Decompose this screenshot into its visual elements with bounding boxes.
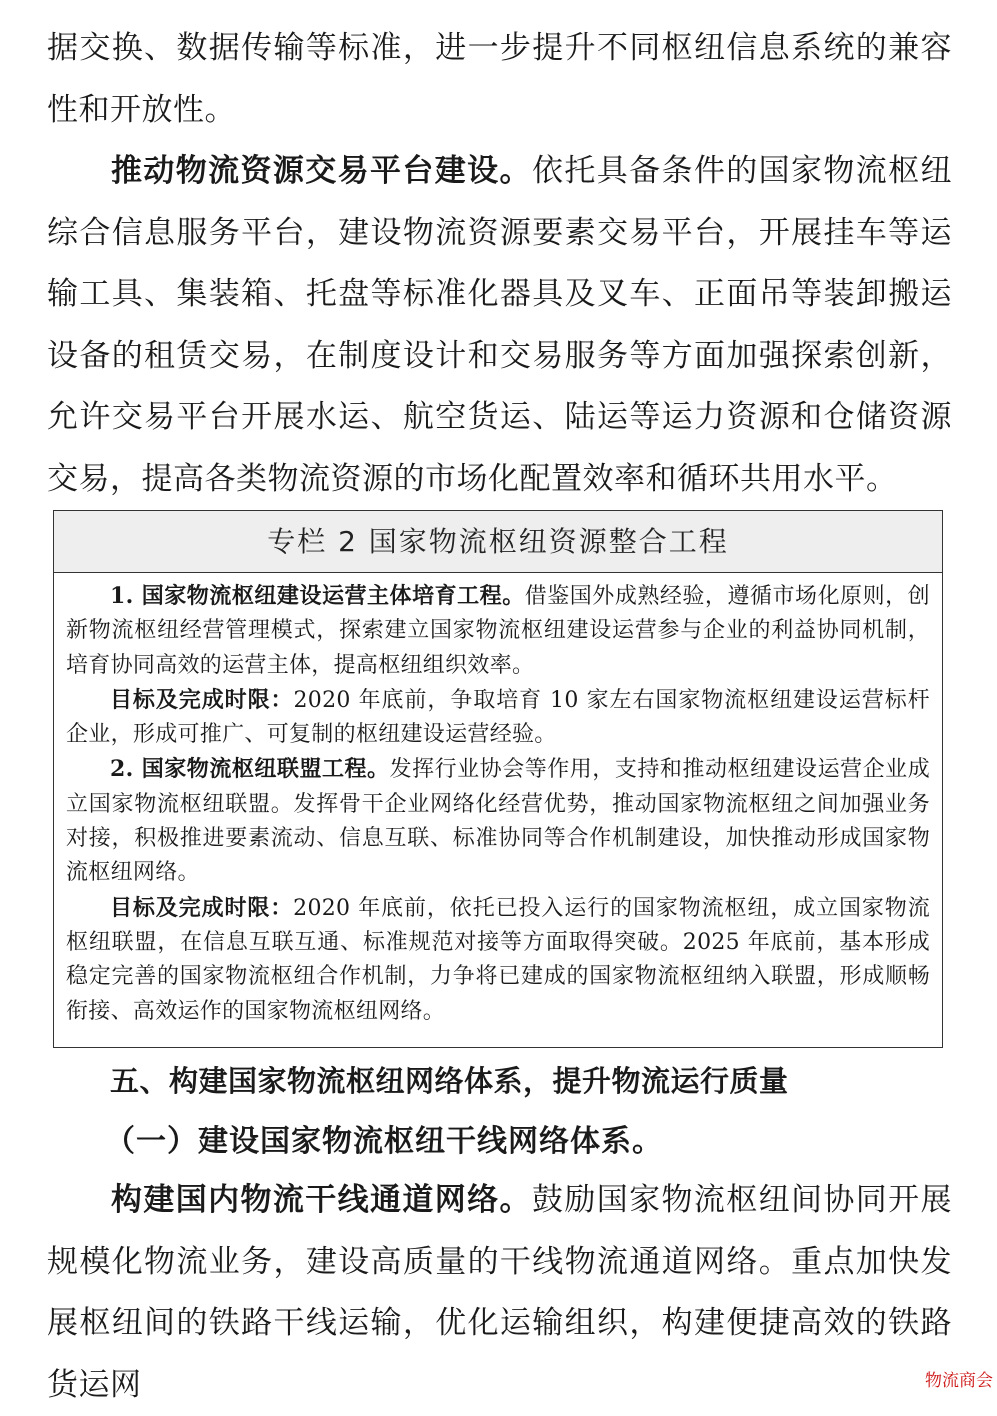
column-item [66,579,930,683]
column-item-lead: 目标及完成时限： [110,894,294,921]
paragraph-continued: 据交换、数据传输等标准，进一步提升不同枢纽信息系统的兼容性和开放性。 [47,30,952,128]
paragraph-lead: 构建国内物流干线通道网络。 [111,1182,532,1218]
paragraph-lead: 推动物流资源交易平台建设。 [111,153,532,189]
section-heading: 五、构建国家物流枢纽网络体系，提升物流运行质量 [110,1064,789,1098]
column-item-lead: 2. 国家物流枢纽联盟工程。 [110,756,390,783]
column-item-text: 2020 年底前，争取培育 10 家左右国家物流枢纽建设运营标杆企业，形成可推广、可复制的枢纽建设运营经验。 [66,687,930,748]
column-box-body [54,573,942,1029]
column-item-lead: 目标及完成时限： [110,686,294,713]
column-item-lead: 1. 国家物流枢纽建设运营主体培育工程。 [110,583,525,609]
column-item [66,752,930,890]
column-item [66,683,930,753]
paragraph-body: 依托具备条件的国家物流枢纽综合信息服务平台，建设物流资源要素交易平台，开展挂车等运输工具、集装箱、托盘等标准化器具及叉车、正面吊等装卸搬运设备的租赁交易，在制度设计和交易服务等方面加强探索创新，允许交易平台开展水运、航空货运、陆运等运力资源和仓储资源交易，提高各类物流资源的市场化配置效率和循环共用水平。 [47,153,953,497]
subsection-heading: （一）建设国家物流枢纽干线网络体系。 [105,1124,663,1159]
column-box [53,510,943,1048]
column-item-text: 发挥行业协会等作用，支持和推动枢纽建设运营企业成立国家物流枢纽联盟。发挥骨干企业网络化经营优势，推动国家物流枢纽之间加强业务对接，积极推进要素流动、信息互联、标准协同等合作机制建设，加快推动形成国家物流枢纽网络。 [66,757,931,886]
watermark-logo: 物流商会 [925,1371,993,1391]
paragraph-trading-platform [47,141,952,510]
paragraph-body: 鼓励国家物流枢纽间协同开展规模化物流业务，建设高质量的干线物流通道网络。重点加快发展枢纽间的铁路干线运输，优化运输组织，构建便捷高效的铁路货运网 [47,1182,953,1403]
column-item [66,891,930,1029]
paragraph-trunk-network [47,1170,952,1416]
column-box-title: 专栏 2 国家物流枢纽资源整合工程 [54,511,942,573]
column-item-text: 2020 年底前，依托已投入运行的国家物流枢纽，成立国家物流枢纽联盟，在信息互联互通、标准规范对接等方面取得突破。2025 年底前，基本形成稳定完善的国家物流枢纽合作机制，力争将已建成的国家物流枢纽纳入联盟，形成顺畅衔接、高效运作的国家物流枢纽网络。 [66,895,930,1024]
column-item-text: 借鉴国外成熟经验，遵循市场化原则，创新物流枢纽经营管理模式，探索建立国家物流枢纽建设运营参与企业的利益协同机制，培育协同高效的运营主体，提高枢纽组织效率。 [66,584,930,678]
